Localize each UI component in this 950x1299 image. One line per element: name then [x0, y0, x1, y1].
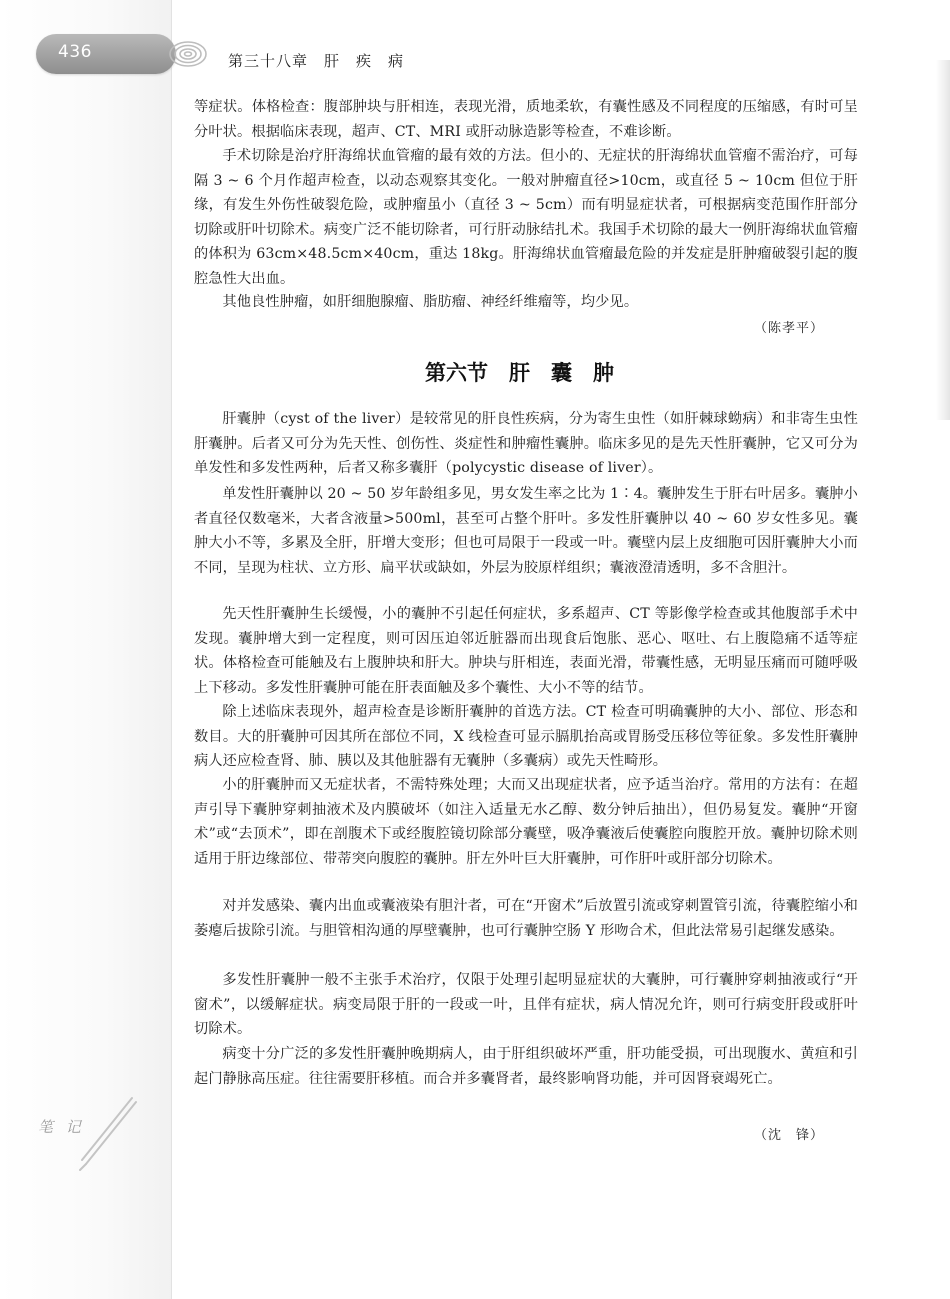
notes-label: 笔 记 [38, 1118, 85, 1136]
paragraph-prev-3: 其他良性肿瘤，如肝细胞腺瘤、脂肪瘤、神经纤维瘤等，均少见。 [222, 294, 639, 310]
author-prev: （陈孝平） [753, 321, 824, 336]
paragraph-8: 病变十分广泛的多发性肝囊肿晚期病人，由于肝组织破坏严重，肝功能受损，可出现腹水、黄疸和引起门静脉高压症。往往需要肝移植。而合并多囊肾者，最终影响肾功能，并可因肾衰竭死亡。 [194, 1046, 858, 1087]
page-number: 436 [58, 42, 92, 62]
running-head: 第三十八章 肝 疾 病 [228, 52, 405, 70]
paragraph-2: 单发性肝囊肿以 20 ~ 50 岁年龄组多见，男女发生率之比为 1∶4。囊肿发生于肝右叶居多。囊肿小者直径仅数毫米，大者含液量>500ml，甚至可占整个肝叶。多发性肝囊肿以 40 ~ 60 岁女性多见。囊肿大小不等，多累及全肝，肝增大变形；但也可局限于一段或一叶。囊壁内层上皮细胞可因肝囊肿大小而不同，呈现为柱状、立方形、扁平状或缺如，外层为胶原样组织；囊液澄清透明，多不含胆汁。 [194, 486, 858, 576]
paragraph-3: 先天性肝囊肿生长缓慢，小的囊肿不引起任何症状，多系超声、CT 等影像学检查或其他腹部手术中发现。囊肿增大到一定程度，则可因压迫邻近脏器而出现食后饱胀、恶心、呕吐、右上腹隐痛不适等症状。体格检查可能触及右上腹肿块和肝大。肿块与肝相连，表面光滑，带囊性感，无明显压痛而可随呼吸上下移动。多发性肝囊肿可能在肝表面触及多个囊性、大小不等的结节。 [194, 606, 858, 696]
page-number-badge [36, 34, 176, 74]
section-title: 第六节 肝 囊 肿 [425, 361, 614, 385]
paragraph-1: 肝囊肿（cyst of the liver）是较常见的肝良性疾病，分为寄生虫性（如肝棘球蚴病）和非寄生虫性肝囊肿。后者又可分为先天性、创伤性、炎症性和肿瘤性囊肿。临床多见的是先天性肝囊肿，它又可分为单发性和多发性两种，后者又称多囊肝（polycystic disease of liver）。 [194, 411, 858, 476]
paragraph-prev-1: 等症状。体格检查：腹部肿块与肝相连，表现光滑，质地柔软，有囊性感及不同程度的压缩感，有时可呈分叶状。根据临床表现，超声、CT、MRI 或肝动脉造影等检查，不难诊断。 [194, 99, 858, 140]
pen-icon [72, 1094, 142, 1174]
author: （沈 锋） [753, 1128, 824, 1143]
paragraph-prev-2: 手术切除是治疗肝海绵状血管瘤的最有效的方法。但小的、无症状的肝海绵状血管瘤不需治疗，可每隔 3 ~ 6 个月作超声检查，以动态观察其变化。一般对肿瘤直径>10cm，或直径 5 ~ 10cm 但位于肝缘，有发生外伤性破裂危险，或肿瘤虽小（直径 3 ~ 5cm）而有明显症状者，可根据病变范围作肝部分切除或肝叶切除术。病变广泛不能切除者，可行肝动脉结扎术。我国手术切除的最大一例肝海绵状血管瘤的体积为 63cm×48.5cm×40cm，重达 18kg。肝海绵状血管瘤最危险的并发症是肝肿瘤破裂引起的腹腔急性大出血。 [194, 148, 858, 287]
swirl-icon [166, 36, 212, 72]
paragraph-5: 小的肝囊肿而又无症状者，不需特殊处理；大而又出现症状者，应予适当治疗。常用的方法有：在超声引导下囊肿穿刺抽液术及内膜破坏（如注入适量无水乙醇、数分钟后抽出），但仍易复发。囊肿“开窗术”或“去顶术”，即在剖腹术下或经腹腔镜切除部分囊壁，吸净囊液后使囊腔向腹腔开放。囊肿切除术则适用于肝边缘部位、带蒂突向腹腔的囊肿。肝左外叶巨大肝囊肿，可作肝叶或肝部分切除术。 [194, 777, 858, 867]
paragraph-4: 除上述临床表现外，超声检查是诊断肝囊肿的首选方法。CT 检查可明确囊肿的大小、部位、形态和数目。大的肝囊肿可因其所在部位不同，X 线检查可显示膈肌抬高或胃肠受压移位等征象。多发性肝囊肿病人还应检查肾、肺、胰以及其他脏器有无囊肿（多囊病）或先天性畸形。 [194, 704, 858, 769]
paragraph-6: 对并发感染、囊内出血或囊液染有胆汁者，可在“开窗术”后放置引流或穿刺置管引流，待囊腔缩小和萎瘪后拔除引流。与胆管相沟通的厚壁囊肿，也可行囊肿空肠 Y 形吻合术，但此法常易引起继发感染。 [194, 898, 858, 939]
binding-shadow [936, 60, 950, 420]
paragraph-7: 多发性肝囊肿一般不主张手术治疗，仅限于处理引起明显症状的大囊肿，可行囊肿穿刺抽液或行“开窗术”，以缓解症状。病变局限于肝的一段或一叶，且伴有症状，病人情况允许，则可行病变肝段或肝叶切除术。 [194, 972, 858, 1037]
gutter-divider [171, 0, 172, 1299]
